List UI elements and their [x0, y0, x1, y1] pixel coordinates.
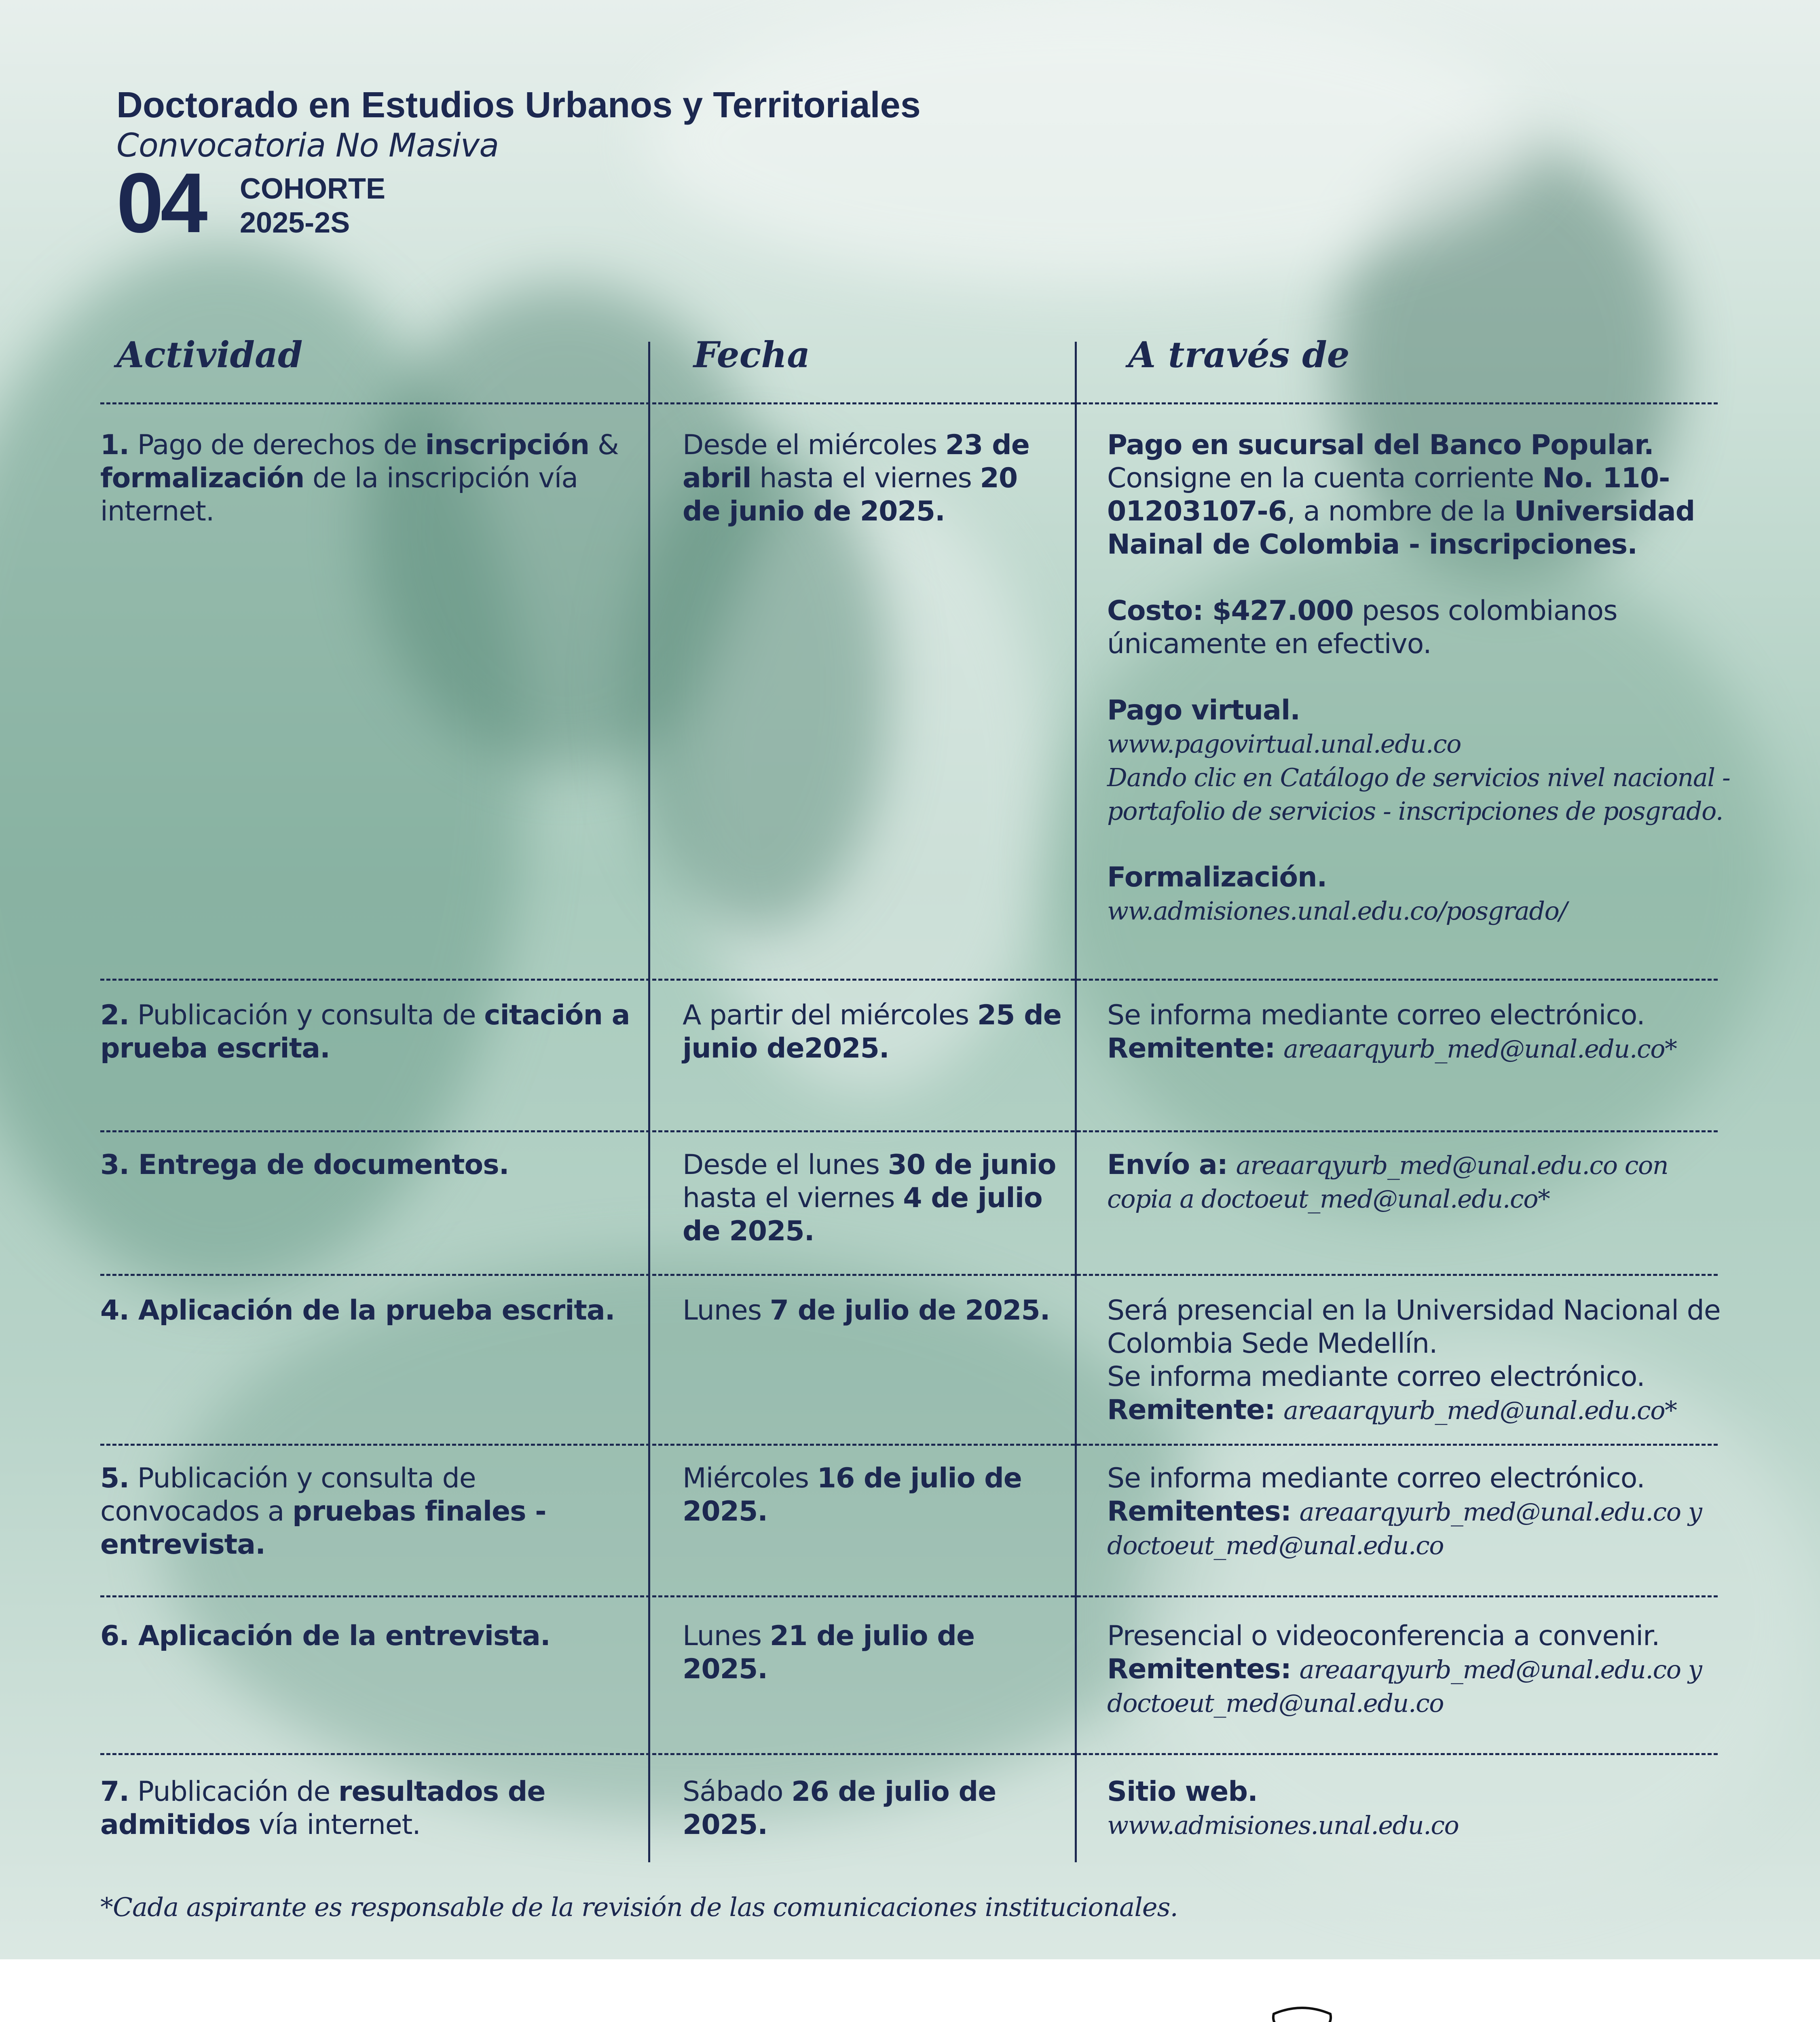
header [116, 83, 921, 249]
column-divider [648, 342, 650, 1862]
row-3-activity: 3. Entrega de documentos. [100, 1149, 509, 1181]
row-6-via: Presencial o videoconferencia a convenir. Remitentes: areaarqyurb_med@unal.edu.co y doctoeut_med@unal.edu.co [1107, 1620, 1702, 1718]
row-divider [100, 1753, 1718, 1755]
cohort-period: 2025-2S [240, 207, 350, 239]
row-1-activity: 1. Pago de derechos de inscripción & formalización de la inscripción vía internet. [100, 429, 619, 527]
row-2-date: A partir del miércoles 25 de junio de2025. [683, 999, 1061, 1064]
column-header-activity: Actividad [116, 334, 303, 376]
row-4-date: Lunes 7 de julio de 2025. [683, 1294, 1050, 1326]
row-divider [100, 402, 1718, 404]
call-subtitle: Convocatoria No Masiva [116, 127, 499, 164]
cohort-number: 04 [116, 155, 205, 250]
row-5-activity: 5. Publicación y consulta de convocados a pruebas finales - entrevista. [100, 1462, 546, 1561]
row-divider [100, 1444, 1718, 1446]
row-7-via: Sitio web. www.admisiones.unal.edu.co [1107, 1776, 1459, 1840]
cohort-block [116, 155, 921, 250]
row-1-via: Pago en sucursal del Banco Popular. Consigne en la cuenta corriente No. 110-01203107-6, a nombre de la Universidad Nainal de Colombia - inscripciones. Costo: $427.000 pesos colombianos únicamente en efectivo. Pago virtual. www.pagovirtual.unal.edu.co Dando clic en Catálogo de servicios nivel nacional - portafolio de servicios - inscripciones de posgrado. Formalización. ww.admisiones.unal.edu.co/posgrado/ [1107, 429, 1730, 926]
university-crest-icon [1213, 2006, 1391, 2022]
row-7-date: Sábado 26 de julio de 2025. [683, 1776, 996, 1841]
row-5-via: Se informa mediante correo electrónico. Remitentes: areaarqyurb_med@unal.edu.co y doctoeut_med@unal.edu.co [1107, 1462, 1702, 1560]
row-6-activity: 6. Aplicación de la entrevista. [100, 1620, 550, 1652]
row-5-date: Miércoles 16 de julio de 2025. [683, 1462, 1022, 1527]
column-header-via: A través de [1128, 334, 1350, 376]
footnote: *Cada aspirante es responsable de la revisión de las comunicaciones institucionales. [100, 1893, 1178, 1923]
program-title: Doctorado en Estudios Urbanos y Territoriales [116, 85, 921, 125]
row-7-activity: 7. Publicación de resultados de admitidos vía internet. [100, 1776, 545, 1841]
row-divider [100, 1274, 1718, 1276]
column-header-date: Fecha [693, 334, 810, 376]
row-divider [100, 979, 1718, 981]
cohort-label: COHORTE [240, 173, 385, 205]
row-divider [100, 1130, 1718, 1132]
row-3-date: Desde el lunes 30 de junio hasta el viernes 4 de julio de 2025. [683, 1149, 1056, 1247]
row-2-activity: 2. Publicación y consulta de citación a prueba escrita. [100, 999, 630, 1064]
row-divider [100, 1595, 1718, 1597]
row-4-via: Será presencial en la Universidad Nacional de Colombia Sede Medellín. Se informa mediante correo electrónico. Remitente: areaarqyurb_med@unal.edu.co* [1107, 1294, 1721, 1426]
row-6-date: Lunes 21 de julio de 2025. [683, 1620, 975, 1685]
column-divider [1075, 342, 1077, 1862]
row-1-date: Desde el miércoles 23 de abril hasta el viernes 20 de junio de 2025. [683, 429, 1029, 527]
row-3-via: Envío a: areaarqyurb_med@unal.edu.co con copia a doctoeut_med@unal.edu.co* [1107, 1149, 1668, 1214]
row-4-activity: 4. Aplicación de la prueba escrita. [100, 1294, 615, 1326]
row-2-via: Se informa mediante correo electrónico. Remitente: areaarqyurb_med@unal.edu.co* [1107, 999, 1677, 1064]
